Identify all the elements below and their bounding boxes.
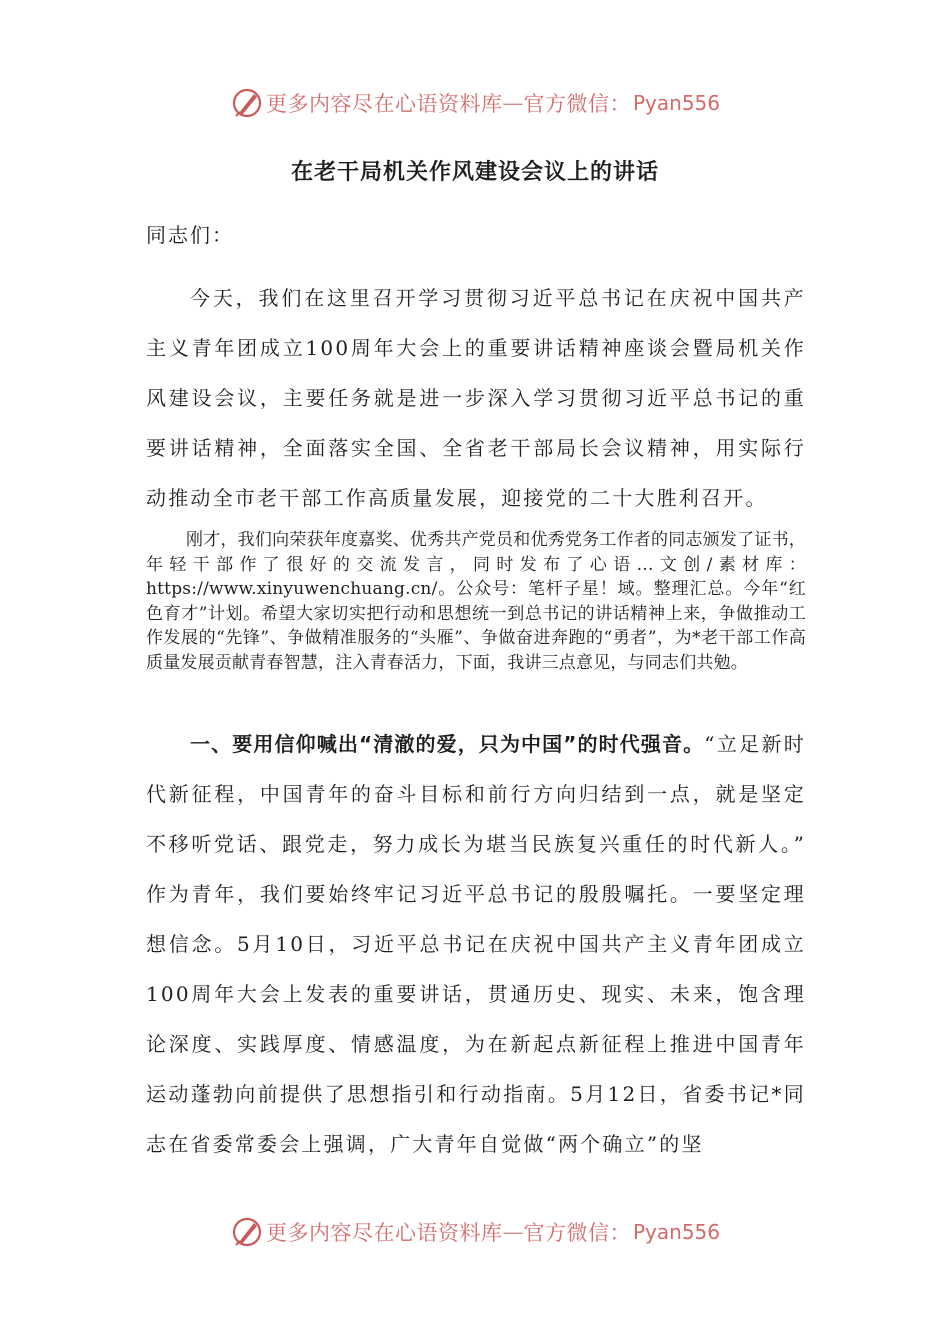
footer-watermark — [0, 1212, 950, 1252]
header-watermark — [0, 83, 950, 123]
salutation: 同志们： — [146, 223, 234, 247]
pen-logo-icon — [230, 86, 264, 120]
section-1-body: “立足新时代新征程，中国青年的奋斗目标和前行方向归结到一点，就是坚定不移听党话、跟党走，努力成长为堪当民族复兴重任的时代新人。” 作为青年，我们要始终牢记习近平总书记的殷殷嘱托。一要坚定理想信念。5月10日，习近平总书记在庆祝中国共产主义青年团成立100周年大会上发表的重要讲话，贯通历史、现实、未来，饱含理论深度、实践厚度、情感温度，为在新起点新征程上推进中国青年运动蓬勃向前提供了思想指引和行动指南。5月12日，省委书记*同志在省委常委会上强调，广大青年自觉做“两个确立”的坚 — [146, 732, 806, 1156]
watermark-official-label: 官方微信： — [523, 92, 631, 116]
watermark-text: 更多内容尽在心语资料库 — [265, 1221, 503, 1245]
watermark-wechat-id: Pyan556 — [632, 91, 720, 115]
paragraph-intro: 今天，我们在这里召开学习贯彻习近平总书记在庆祝中国共产主义青年团成立100周年大会上的重要讲话精神座谈会暨局机关作风建设会议，主要任务就是进一步深入学习贯彻习近平总书记的重要讲话精神，全面落实全国、全省老干部局长会议精神，用实际行动推动全市老干部工作高质量发展，迎接党的二十大胜利召开。 — [146, 286, 806, 510]
document-title: 在老干局机关作风建设会议上的讲话 — [290, 160, 659, 185]
watermark-official-label: 官方微信： — [523, 1221, 631, 1245]
watermark-wechat-id: Pyan556 — [632, 1220, 720, 1244]
watermark-dash: — — [502, 1220, 524, 1244]
watermark-text: 更多内容尽在心语资料库 — [265, 92, 503, 116]
watermark-dash: — — [502, 91, 524, 115]
section-1-heading: 一、要用信仰喊出“清澈的爱，只为中国”的时代强音。 — [190, 732, 705, 756]
pen-logo-icon — [230, 1215, 264, 1249]
section-1 — [146, 719, 806, 1169]
paragraph-awards: 刚才，我们向荣获年度嘉奖、优秀共产党员和优秀党务工作者的同志颁发了证书，年轻干部作了很好的交流发言，同时发布了心语…文创/素材库：https://www.xinyuwenchuang.cn/。公众号：笔杆子星！域。整理汇总。今年“红色育才”计划。希望大家切实把行动和思想统一到总书记的讲话精神上来，争做推动工作发展的“先锋”、争做精准服务的“头雁”、争做奋进奔跑的“勇者”，为*老干部工作高质量发展贡献青春智慧，注入青春活力，下面，我讲三点意见，与同志们共勉。 — [146, 530, 806, 673]
